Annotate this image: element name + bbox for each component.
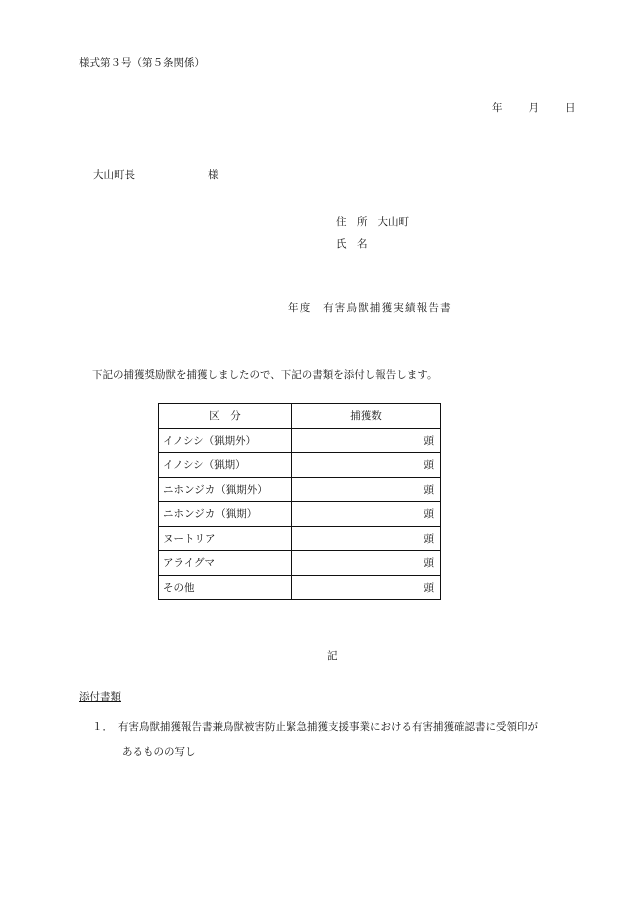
row-count-cell: 頭 xyxy=(292,502,441,527)
row-category: ニホンジカ（猟期） xyxy=(159,502,292,527)
sender-address-row xyxy=(336,211,409,233)
ki-marker: 記 xyxy=(327,650,338,662)
row-count-cell: 頭 xyxy=(292,477,441,502)
attachment-line-1 xyxy=(92,715,538,740)
header-count: 捕獲数 xyxy=(292,404,441,429)
table-row xyxy=(159,502,441,527)
address-value: 大山町 xyxy=(377,216,409,228)
row-category: イノシシ（猟期） xyxy=(159,453,292,478)
row-count-cell: 頭 xyxy=(292,551,441,576)
row-count-cell: 頭 xyxy=(292,526,441,551)
table-row xyxy=(159,526,441,551)
sender-block xyxy=(336,211,409,255)
addressee-name: 大山町長 xyxy=(93,169,135,181)
date-month-label: 月 xyxy=(528,102,539,114)
row-category: ヌートリア xyxy=(159,526,292,551)
date-line xyxy=(492,100,576,115)
row-category: イノシシ（猟期外） xyxy=(159,428,292,453)
addressee xyxy=(93,167,219,182)
table-header-row xyxy=(159,404,441,429)
table-row xyxy=(159,428,441,453)
row-category: その他 xyxy=(159,575,292,600)
header-category: 区 分 xyxy=(159,404,292,429)
attachment-number: １． xyxy=(92,721,113,733)
attachment-line-2: あるものの写し xyxy=(122,746,196,758)
addressee-honorific: 様 xyxy=(208,169,219,181)
row-count-cell: 頭 xyxy=(292,453,441,478)
table-row xyxy=(159,551,441,576)
sender-name-row xyxy=(336,233,409,255)
form-number: 様式第３号（第５条関係） xyxy=(79,57,205,69)
date-year-label: 年 xyxy=(492,102,503,114)
attachment-item xyxy=(92,715,538,765)
table-row xyxy=(159,453,441,478)
attachments-heading: 添付書類 xyxy=(79,691,121,703)
intro-text: 下記の捕獲奨励獣を捕獲しましたので、下記の書類を添付し報告します。 xyxy=(92,369,438,381)
attachment-text: 有害鳥獣捕獲報告書兼鳥獣被害防止緊急捕獲支援事業における有害捕獲確認書に受領印が xyxy=(118,721,538,733)
catch-table xyxy=(158,403,441,600)
table-row xyxy=(159,477,441,502)
name-label: 氏 名 xyxy=(336,238,368,250)
row-count-cell: 頭 xyxy=(292,575,441,600)
row-category: ニホンジカ（猟期外） xyxy=(159,477,292,502)
date-day-label: 日 xyxy=(565,102,576,114)
address-label: 住 所 xyxy=(336,216,368,228)
row-category: アライグマ xyxy=(159,551,292,576)
table-row xyxy=(159,575,441,600)
row-count-cell: 頭 xyxy=(292,428,441,453)
document-title: 年度 有害鳥獣捕獲実績報告書 xyxy=(288,302,452,314)
